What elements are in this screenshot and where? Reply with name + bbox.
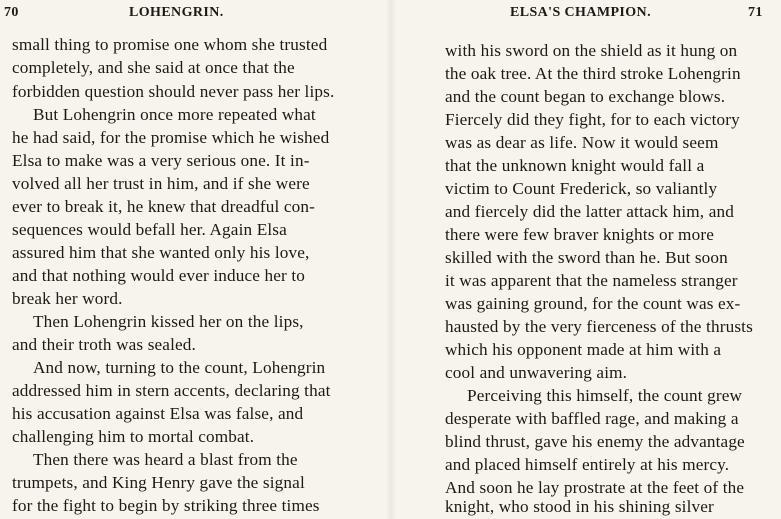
left-line: his accusation against Elsa was false, and	[12, 404, 304, 423]
right-line: cool and unwavering aim.	[445, 363, 628, 382]
left-line: small thing to promise one whom she trusted	[12, 35, 328, 54]
right-line: with his sword on the shield as it hung on	[445, 41, 738, 60]
left-line: Then Lohengrin kissed her on the lips,	[33, 312, 304, 331]
left-line: addressed him in stern accents, declaring that	[12, 381, 331, 400]
right-line: Fiercely did they fight, for to each victory	[445, 110, 740, 129]
right-line: skilled with the sword than he. But soon	[445, 248, 728, 267]
right-line: was gaining ground, for the count was ex-	[445, 294, 741, 313]
right-line: Perceiving this himself, the count grew	[467, 386, 743, 405]
right-line: desperate with baffled rage, and making a	[445, 409, 739, 428]
left-line: and their troth was sealed.	[12, 335, 196, 354]
left-line: Elsa to make was a very serious one. It in-	[12, 151, 310, 170]
left-line: break her word.	[12, 289, 123, 308]
left-line: sequences would befall her. Again Elsa	[12, 220, 287, 239]
right-line: the oak tree. At the third stroke Lohengrin	[445, 64, 741, 83]
left-line: trumpets, and King Henry gave the signal	[12, 473, 305, 492]
right-line: and fiercely did the latter attack him, and	[445, 202, 734, 221]
left-line: And now, turning to the count, Lohengrin	[33, 358, 326, 377]
left-line: forbidden question should never pass her lips.	[12, 82, 335, 101]
right-line: hausted by the very fierceness of the thrusts	[445, 317, 753, 336]
left-line: he had said, for the promise which he wished	[12, 128, 330, 147]
right-line: there were few braver knights or more	[445, 225, 714, 244]
right-line: was as dear as life. Now it would seem	[445, 133, 719, 152]
left-line: assured him that she wanted only his love,	[12, 243, 310, 262]
left-line: Then there was heard a blast from the	[33, 450, 298, 469]
left-line: But Lohengrin once more repeated what	[33, 105, 316, 124]
right-line: blind thrust, gave his enemy the advantage	[445, 432, 745, 451]
left-page-number: 70	[4, 5, 19, 20]
right-line: and the count began to exchange blows.	[445, 87, 726, 106]
left-running-head: LOHENGRIN.	[129, 5, 224, 20]
right-page-number: 71	[748, 5, 763, 20]
right-running-head: ELSA'S CHAMPION.	[510, 5, 651, 20]
page-gutter	[386, 0, 396, 519]
right-line: victim to Count Frederick, so valiantly	[445, 179, 718, 198]
left-line: volved all her trust in him, and if she were	[12, 174, 310, 193]
left-line: and that nothing would ever induce her to	[12, 266, 306, 285]
right-line: knight, who stood in his shining silver	[445, 497, 714, 516]
left-line: challenging him to mortal combat.	[12, 427, 255, 446]
right-line: which his opponent made at him with a	[445, 340, 722, 359]
right-line: that the unknown knight would fall a	[445, 156, 705, 175]
left-line: for the fight to begin by striking three times	[12, 496, 320, 515]
right-line: it was apparent that the nameless stranger	[445, 271, 738, 290]
left-line: completely, and she said at once that the	[12, 58, 295, 77]
right-line: And soon he lay prostrate at the feet of the	[445, 478, 745, 497]
left-line: ever to break it, he knew that dreadful con-	[12, 197, 315, 216]
right-line: and placed himself entirely at his mercy.	[445, 455, 730, 474]
